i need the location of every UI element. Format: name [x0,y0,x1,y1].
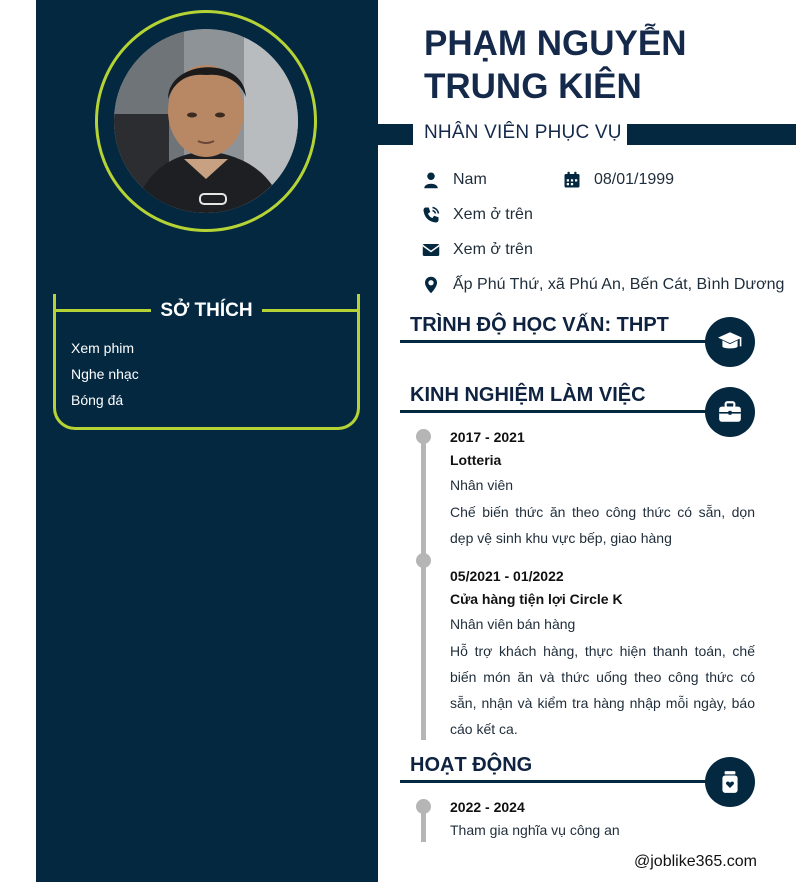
hobbies-section [53,294,360,430]
email-row [422,241,533,259]
education-icon-badge [705,317,755,367]
gender-value: Nam [453,171,487,188]
hobby-item: Nghe nhạc [71,366,139,382]
address-row [422,276,784,294]
experience-item [450,427,755,551]
hobbies-title: SỞ THÍCH [160,300,253,321]
volunteer-jar-icon [717,769,743,795]
experience-role: Nhân viên [450,477,514,493]
experience-timeline-line [421,436,426,740]
birthdate-value: 08/01/1999 [594,171,675,188]
mail-icon [422,241,440,259]
phone-value: Xem ở trên [453,206,533,223]
user-icon [422,171,440,189]
activity-description: Tham gia nghĩa vụ công an [450,822,620,838]
timeline-dot [416,429,431,444]
activities-divider [400,780,720,783]
experience-period: 2017 - 2021 [450,429,525,445]
calendar-icon [563,171,581,189]
candidate-name: PHẠM NGUYỄN TRUNG KIÊN [424,24,687,106]
timeline-dot [416,799,431,814]
phone-icon [422,206,440,224]
phone-row [422,206,533,224]
birthdate-row [563,171,674,189]
avatar-frame [95,10,317,232]
activity-item [450,797,755,843]
experience-company: Lotteria [450,452,502,468]
experience-description: Hỗ trợ khách hàng, thực hiện thanh toán, chế biến món ăn và thức uống theo công thức có sẵn, nhận và kiểm tra hàng nhập mỗi ngày, báo cáo kết ca. [450,643,755,737]
gender-row [422,171,487,189]
activities-title: HOẠT ĐỘNG [410,754,533,776]
experience-period: 05/2021 - 01/2022 [450,568,564,584]
experience-divider [400,410,720,413]
education-title: TRÌNH ĐỘ HỌC VẤN: THPT [410,314,669,336]
experience-title: KINH NGHIỆM LÀM VIỆC [410,384,646,406]
avatar [114,29,298,213]
briefcase-icon [717,399,743,425]
education-divider [400,340,720,343]
experience-company: Cửa hàng tiện lợi Circle K [450,591,623,607]
title-bar-left [378,124,413,145]
email-value: Xem ở trên [453,241,533,258]
profile-photo [114,29,298,213]
address-value: Ấp Phú Thứ, xã Phú An, Bến Cát, Bình Dương [453,276,785,293]
title-bar-right [627,124,796,145]
experience-description: Chế biến thức ăn theo công thức có sẵn, dọn dẹp vệ sinh khu vực bếp, giao hàng [450,504,755,546]
activity-period: 2022 - 2024 [450,799,525,815]
job-title: NHÂN VIÊN PHỤC VỤ [424,122,622,143]
location-pin-icon [422,276,440,294]
watermark: @joblike365.com [634,853,757,870]
experience-item [450,566,755,742]
hobby-item: Bóng đá [71,392,124,408]
hobbies-list [71,335,139,413]
experience-role: Nhân viên bán hàng [450,616,576,632]
timeline-dot [416,553,431,568]
graduation-cap-icon [717,329,743,355]
hobby-item: Xem phim [71,340,135,356]
